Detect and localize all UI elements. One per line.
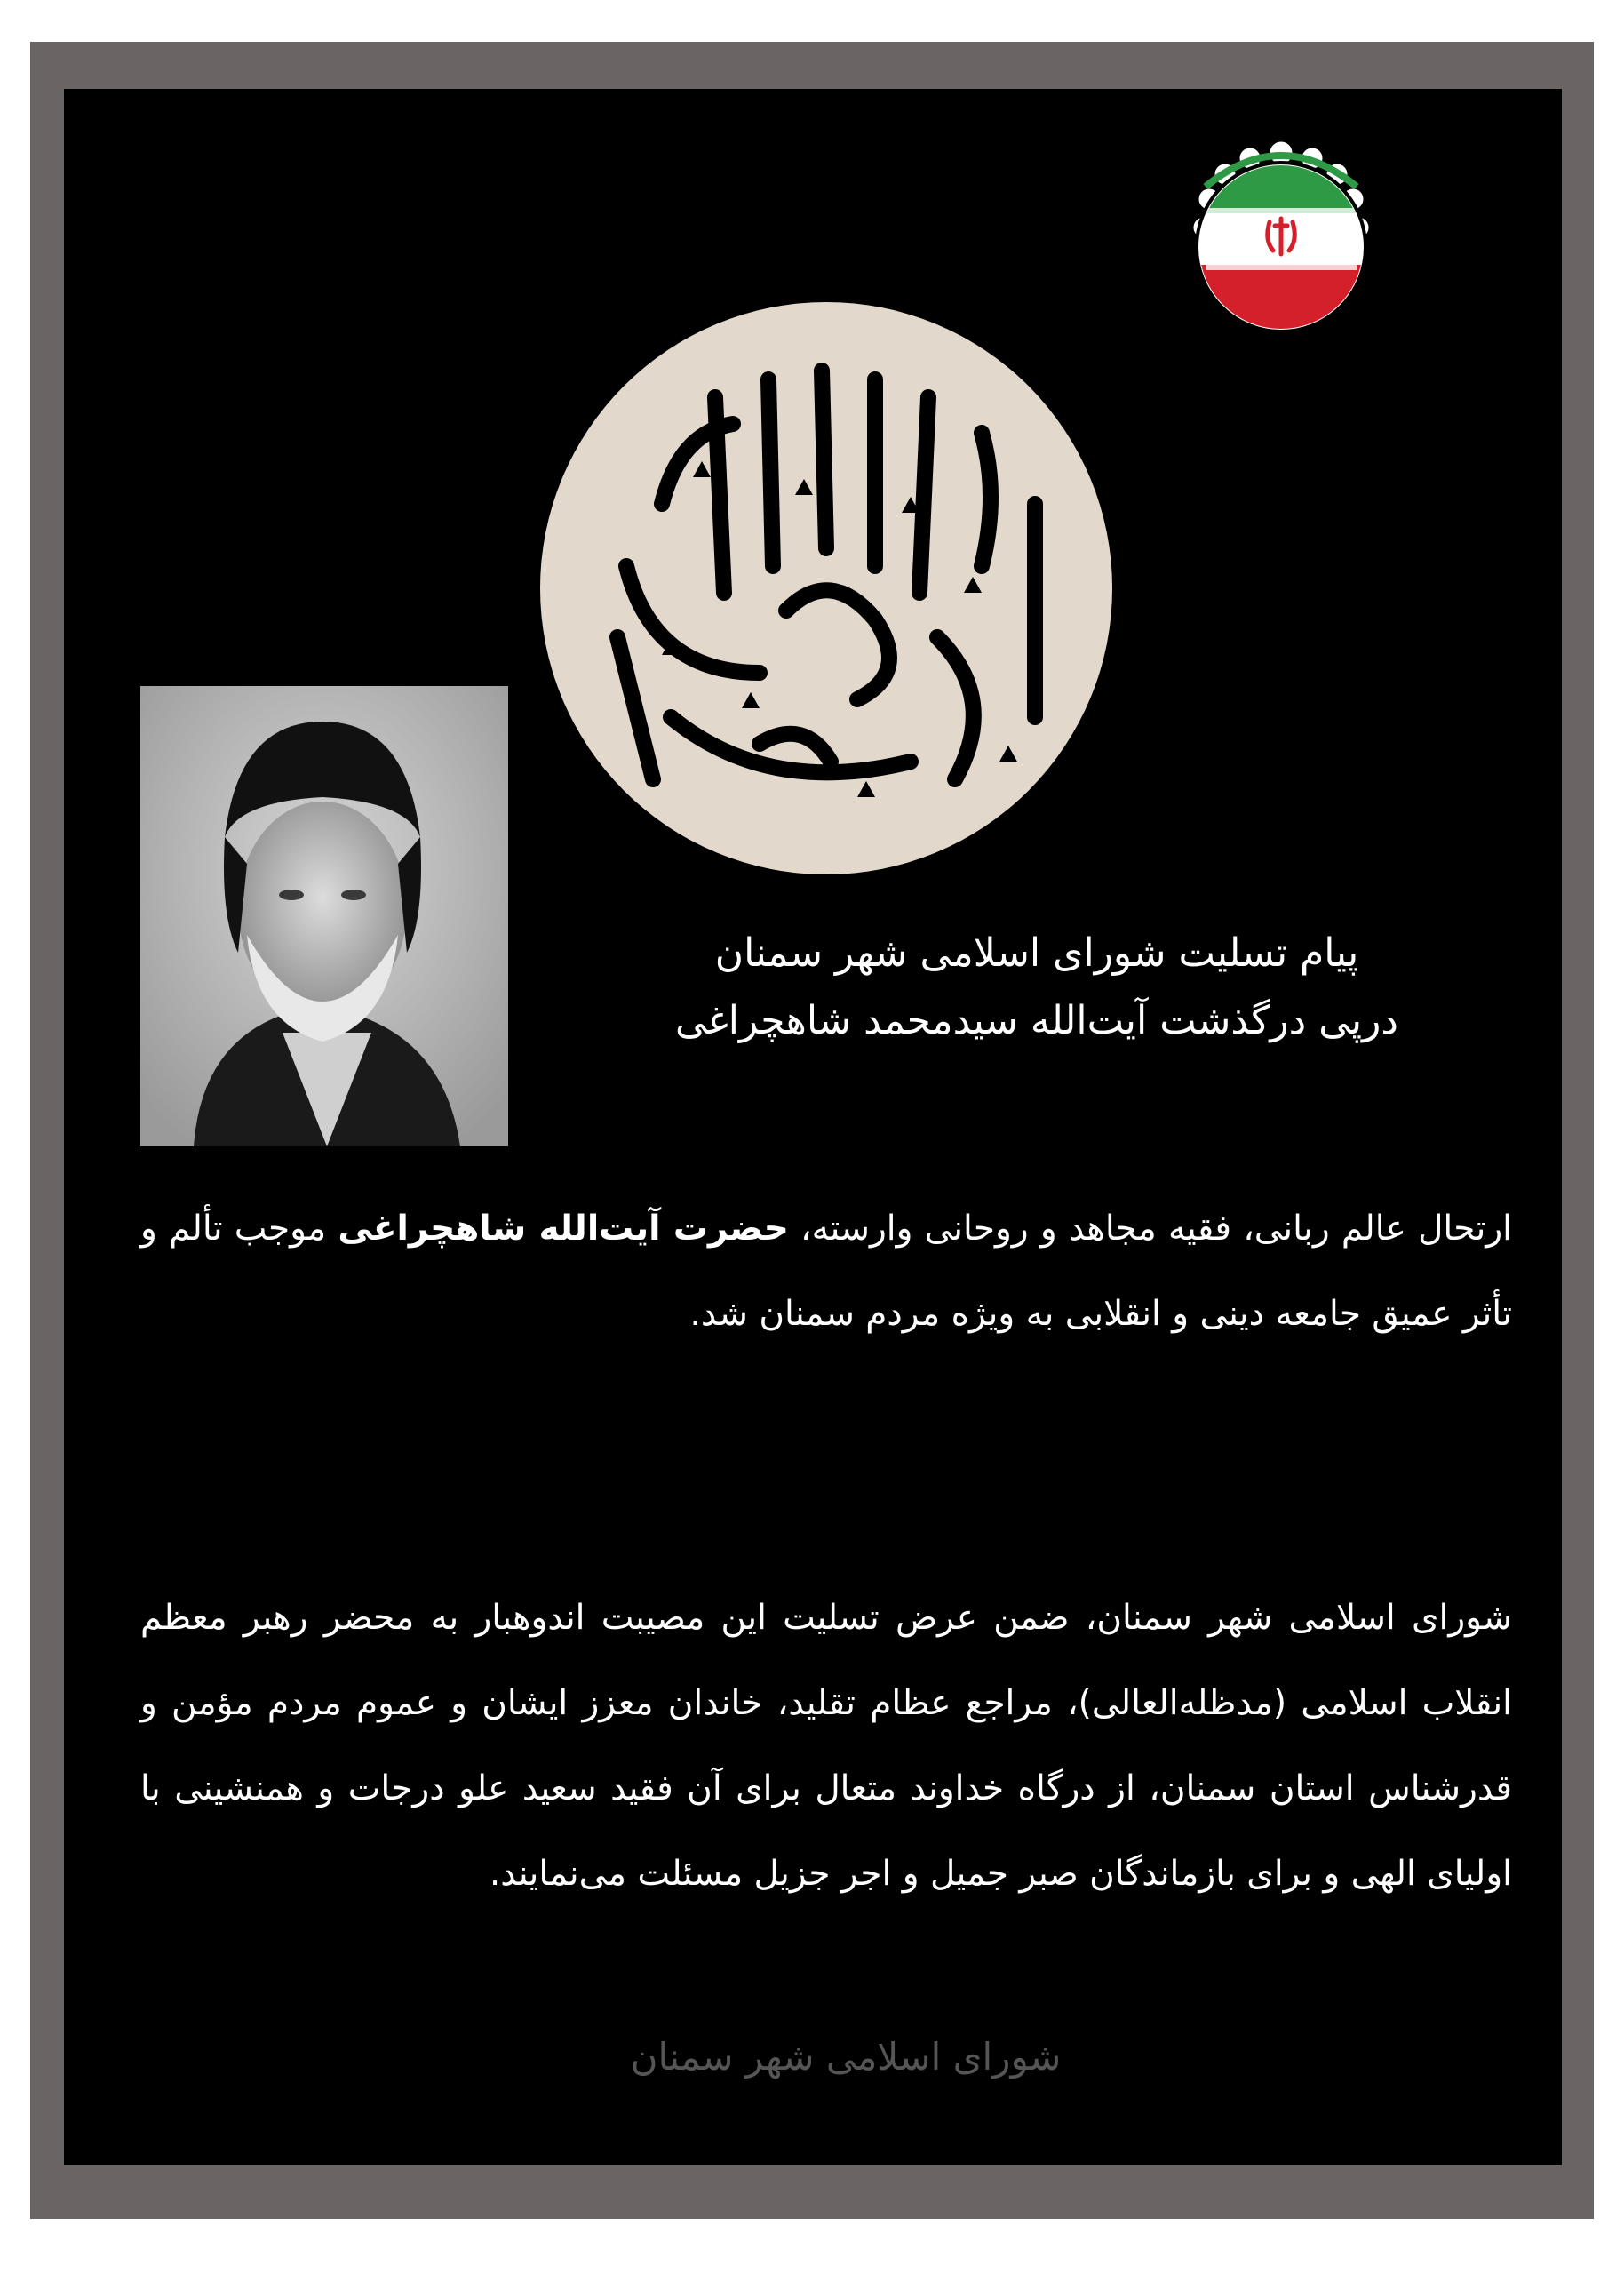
paragraph-1-text-b: موجب تألم و تأثر عمیق جامعه دینی و انقلابی به ویژه مردم سمنان شد. xyxy=(140,1209,1512,1334)
paragraph-1 xyxy=(140,1186,1512,1357)
calligraphy-disc xyxy=(537,299,1115,877)
portrait-photo xyxy=(140,686,508,1146)
title-line-2: درپی درگذشت آیت‌الله سیدمحمد شاهچراغی xyxy=(675,998,1398,1043)
condolence-panel xyxy=(64,89,1562,2165)
title-line-1: پیام تسلیت شورای اسلامی شهر سمنان xyxy=(714,930,1359,976)
message-title xyxy=(561,920,1512,1055)
paragraph-2: شورای اسلامی شهر سمنان، ضمن عرض تسلیت این مصیبت اندوهبار به محضر رهبر معظم انقلاب اسلامی (مدظله‌العالی)، مراجع عظام تقلید، خاندان معزز ایشان و عموم مردم مؤمن و قدرشناس استان سمنان، از درگاه خداوند متعال برای آن فقید سعید علو درجات و همنشینی با اولیای الهی و برای بازماندگان صبر جمیل و اجر جزیل مسئلت می‌نمایند. xyxy=(140,1598,1512,1894)
paragraph-1-bold-name: حضرت آیت‌الله شاهچراغی xyxy=(338,1209,789,1249)
paragraph-1-text-a: ارتحال عالم ربانی، فقیه مجاهد و روحانی وارسته، xyxy=(788,1209,1512,1249)
council-emblem-icon xyxy=(1179,133,1383,338)
signature: شورای اسلامی شهر سمنان xyxy=(630,2035,1062,2079)
